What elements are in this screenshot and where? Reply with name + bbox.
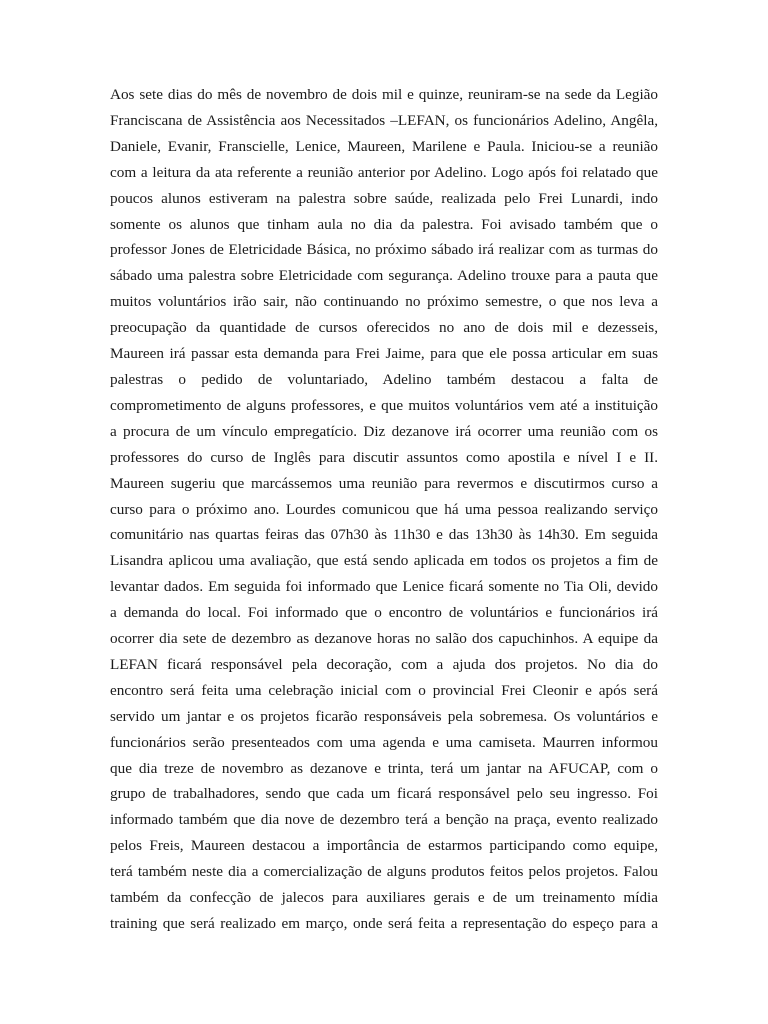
text-line: training que será realizado em março, onde será feita a representação do espeço para a [110,915,658,932]
text-line: a procura de um vínculo empregatício. Diz dezanove irá ocorrer uma reunião com os [110,422,658,440]
text-line: informado também que dia nove de dezembro terá a benção na praça, evento realizado [110,811,658,829]
text-line: somente os alunos que tinham aula no dia da palestra. Foi avisado também que o [110,215,658,233]
text-line: sábado uma palestra sobre Eletricidade com segurança. Adelino trouxe para a pauta que [110,267,658,285]
text-line: palestras o pedido de voluntariado, Adelino também destacou a falta de [110,370,658,388]
minutes-paragraph [110,82,658,937]
text-line: professores do curso de Inglês para discutir assuntos como apostila e nível I e II. [110,448,658,466]
text-line: Maureen irá passar esta demanda para Frei Jaime, para que ele possa articular em suas [110,345,658,363]
text-line: encontro será feita uma celebração inicial com o provincial Frei Cleonir e após será [110,681,658,699]
text-line: curso para o próximo ano. Lourdes comunicou que há uma pessoa realizando serviço [110,500,658,518]
text-line: comunitário nas quartas feiras das 07h30 às 11h30 e das 13h30 às 14h30. Em seguida [110,526,658,544]
text-line: poucos alunos estiveram na palestra sobre saúde, realizada pelo Frei Lunardi, indo [110,189,658,207]
text-line: ocorrer dia sete de dezembro as dezanove horas no salão dos capuchinhos. A equipe da [110,630,658,648]
text-line: terá também neste dia a comercialização de alguns produtos feitos pelos projetos. Falou [110,863,658,881]
text-line: Maureen sugeriu que marcássemos uma reunião para revermos e discutirmos curso a [110,474,658,492]
text-line: que dia treze de novembro as dezanove e trinta, terá um jantar na AFUCAP, com o [110,759,658,777]
text-line: professor Jones de Eletricidade Básica, no próximo sábado irá realizar com as turmas do [110,241,658,259]
text-line: a demanda do local. Foi informado que o encontro de voluntários e funcionários irá [110,604,658,622]
text-line: levantar dados. Em seguida foi informado que Lenice ficará somente no Tia Oli, devido [110,578,658,596]
text-line: Lisandra aplicou uma avaliação, que está sendo aplicada em todos os projetos a fim de [110,552,658,570]
document-page [110,82,658,937]
text-line: pelos Freis, Maureen destacou a importância de estarmos participando como equipe, [110,837,658,855]
text-line: Daniele, Evanir, Franscielle, Lenice, Maureen, Marilene e Paula. Iniciou-se a reunião [110,137,658,155]
text-line: Aos sete dias do mês de novembro de dois mil e quinze, reuniram-se na sede da Legião [110,86,658,103]
text-line: com a leitura da ata referente a reunião anterior por Adelino. Logo após foi relatado que [110,163,658,181]
text-line: LEFAN ficará responsável pela decoração, com a ajuda dos projetos. No dia do [110,655,658,673]
text-line: funcionários serão presenteados com uma agenda e uma camiseta. Maurren informou [110,733,658,751]
text-line: grupo de trabalhadores, sendo que cada um ficará responsável pelo seu ingresso. Foi [110,785,658,803]
text-line: muitos voluntários irão sair, não continuando no próximo semestre, o que nos leva a [110,293,658,311]
text-line: Franciscana de Assistência aos Necessitados –LEFAN, os funcionários Adelino, Angêla, [110,111,658,129]
text-line: também da confecção de jalecos para auxiliares gerais e de um treinamento mídia [110,889,658,907]
text-line: preocupação da quantidade de cursos oferecidos no ano de dois mil e dezesseis, [110,319,658,337]
text-line: servido um jantar e os projetos ficarão responsáveis pela sobremesa. Os voluntários e [110,707,658,725]
text-line: comprometimento de alguns professores, e que muitos voluntários vem até a instituição [110,396,658,414]
